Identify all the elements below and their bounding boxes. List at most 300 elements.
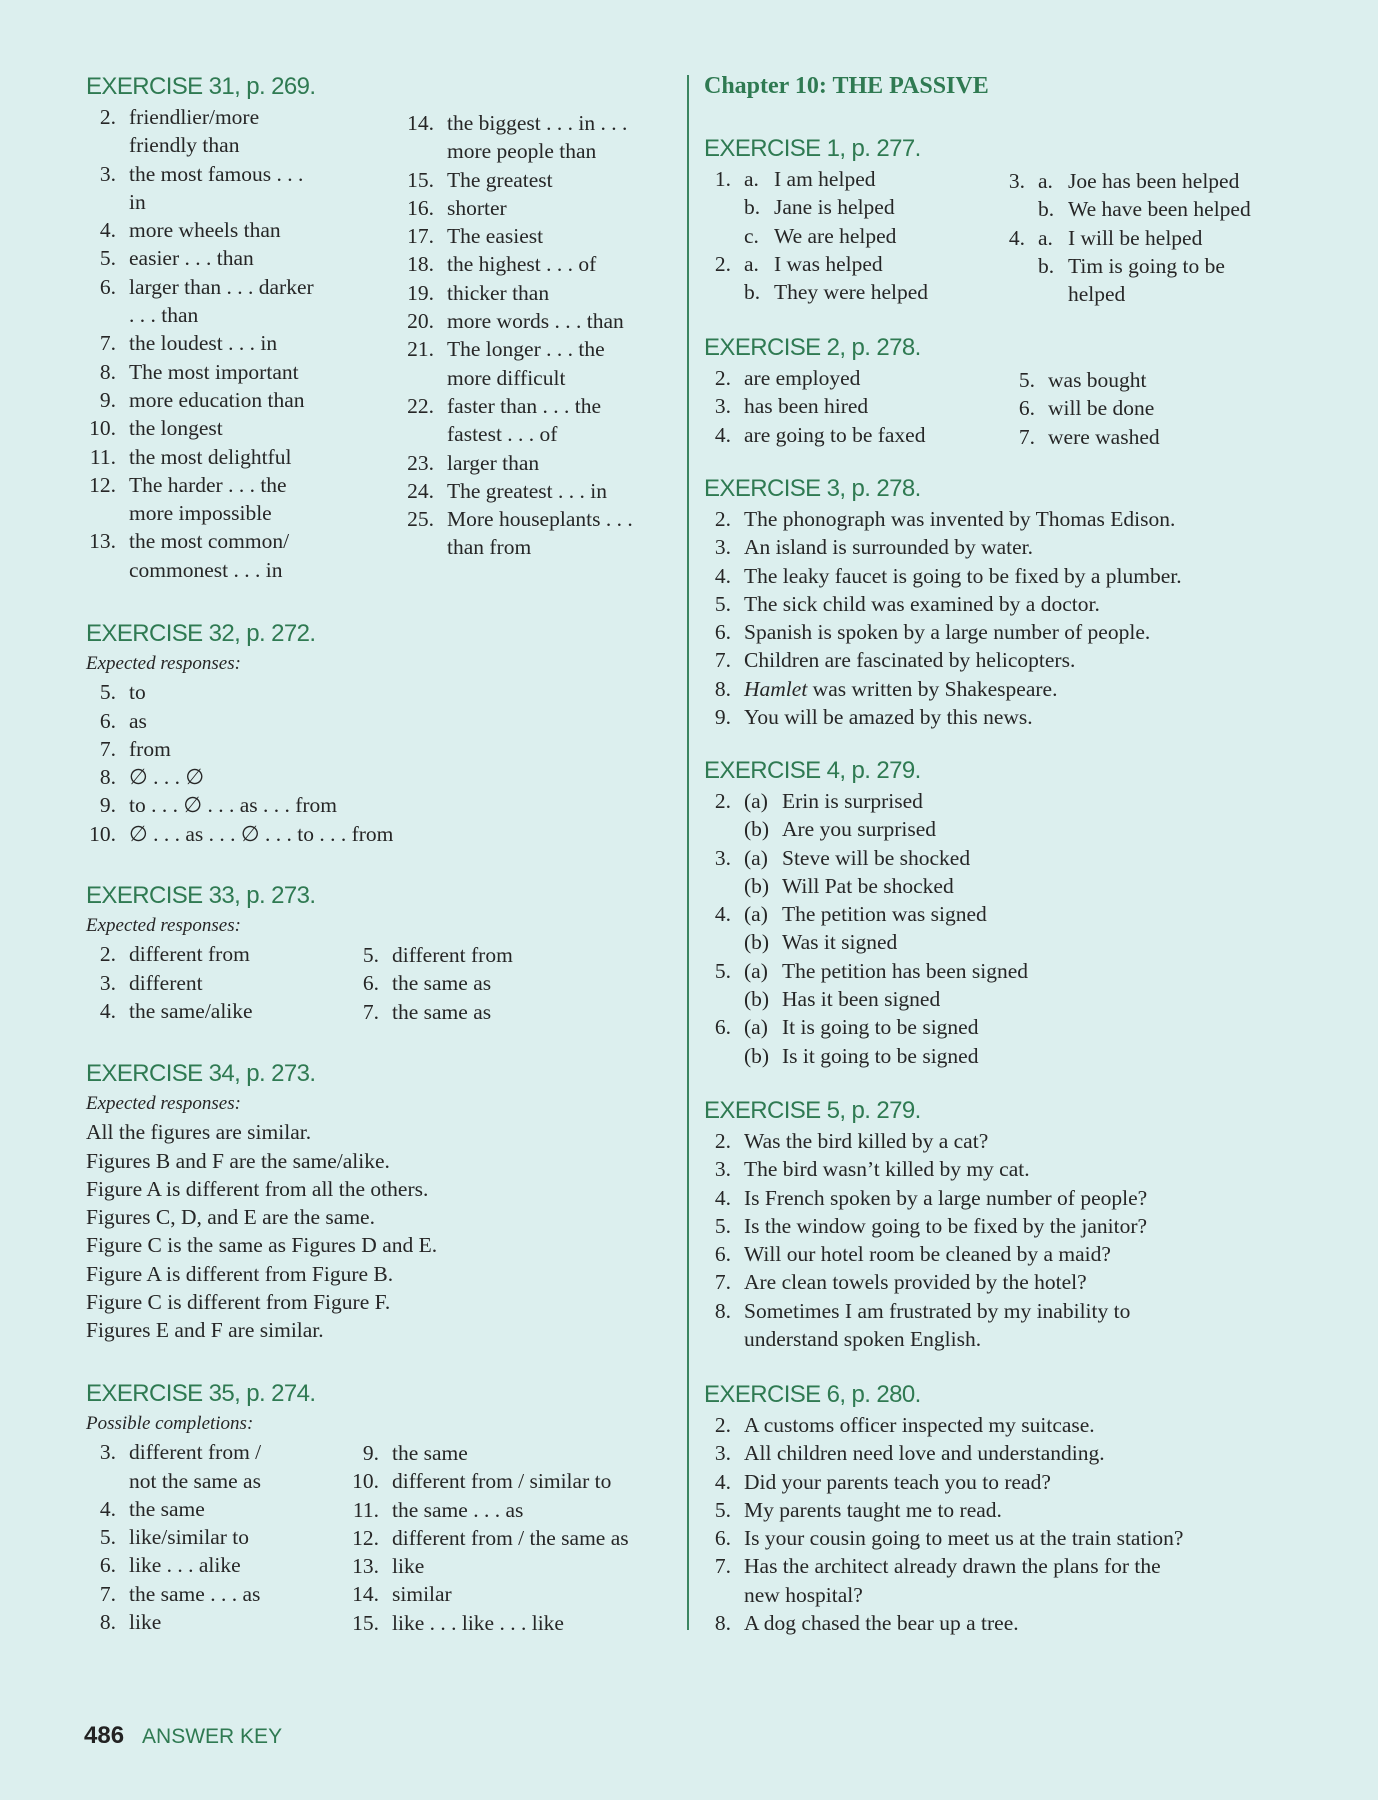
item-number: 21. xyxy=(407,337,434,362)
item-number: 3. xyxy=(99,161,116,186)
item-number: 6. xyxy=(714,1242,731,1267)
answer-line xyxy=(704,1524,1183,1552)
answer-text-part: as xyxy=(129,708,147,733)
item-number xyxy=(86,131,116,159)
answer-line xyxy=(345,1580,629,1608)
item-letter: (a) xyxy=(744,845,768,870)
answer-line xyxy=(1010,423,1160,451)
answer-text-part: ∅ . . . ∅ xyxy=(129,765,205,790)
answer-text-part: the same as xyxy=(392,971,492,996)
answer-text xyxy=(129,301,198,329)
answer-text xyxy=(129,160,303,188)
answer-line xyxy=(704,505,1182,533)
answer-text-part: will be done xyxy=(1048,396,1155,421)
answer-line xyxy=(995,252,1251,280)
answer-text xyxy=(744,1325,981,1353)
spacer xyxy=(731,1042,744,1070)
answer-line xyxy=(995,167,1251,195)
item-letter: a. xyxy=(1038,225,1053,250)
answer-sentence: Figure C is the same as Figures D and E. xyxy=(86,1233,438,1258)
spacer xyxy=(116,527,129,555)
spacer xyxy=(116,997,129,1025)
spacer xyxy=(434,307,447,335)
spacer xyxy=(116,244,129,272)
item-number: 4. xyxy=(714,422,731,447)
exercise-31 xyxy=(86,70,315,584)
answer-text xyxy=(744,505,1175,533)
answer-text-part: The phonograph was invented by Thomas Edison. xyxy=(744,507,1176,531)
answer-text-part: was bought xyxy=(1048,368,1147,392)
item-number: 3. xyxy=(714,1157,731,1182)
answer-line xyxy=(704,1609,1183,1637)
spacer xyxy=(731,1013,744,1041)
answer-text-part: The most important xyxy=(129,359,299,384)
answer-text xyxy=(129,443,291,471)
answer-text xyxy=(1068,252,1225,280)
answer-text-part: Tim is going to be xyxy=(1068,253,1225,278)
spacer xyxy=(731,1325,744,1353)
item-number: 4. xyxy=(1008,225,1025,250)
answer-text xyxy=(129,471,287,499)
answer-line xyxy=(704,1013,1028,1041)
exercise-heading: EXERCISE 3, p. 278. xyxy=(704,475,921,502)
answer-text-part: Will Pat be shocked xyxy=(782,873,954,898)
spacer xyxy=(116,131,129,159)
item-number: 20. xyxy=(407,309,434,334)
item-number: 3. xyxy=(99,1440,116,1465)
answer-text xyxy=(782,872,954,900)
answer-text-part: Is French spoken by a large number of people? xyxy=(744,1185,1148,1210)
exercise-2-col2 xyxy=(1010,366,1160,451)
item-number: 11. xyxy=(89,444,116,469)
answer-text xyxy=(744,1268,1087,1296)
answer-line xyxy=(400,279,633,307)
answer-text xyxy=(744,1609,1019,1637)
exercise-34 xyxy=(86,1057,437,1345)
item-number: 6. xyxy=(714,1526,731,1551)
answer-text-part: The harder . . . the xyxy=(129,472,287,497)
item-number: 12. xyxy=(352,1525,379,1550)
answer-line xyxy=(86,273,315,301)
answer-line xyxy=(704,900,1028,928)
spacer xyxy=(731,193,744,221)
answer-line xyxy=(704,646,1182,674)
item-number: 5. xyxy=(714,958,731,983)
answer-text-part: are employed xyxy=(744,366,861,390)
spacer xyxy=(379,1467,392,1495)
answer-list xyxy=(350,941,513,1026)
exercise-heading: EXERCISE 5, p. 279. xyxy=(704,1097,921,1124)
answer-list xyxy=(86,940,315,1025)
exercise-31-col2 xyxy=(400,109,633,562)
answer-line xyxy=(704,1325,1147,1353)
item-number xyxy=(704,928,731,956)
item-number: 13. xyxy=(352,1554,379,1579)
spacer xyxy=(731,985,744,1013)
item-number xyxy=(400,533,434,561)
answer-text xyxy=(782,900,987,928)
answer-text xyxy=(1048,423,1160,451)
spacer xyxy=(434,222,447,250)
answer-line xyxy=(1010,394,1160,422)
spacer xyxy=(731,646,744,674)
item-number xyxy=(704,193,731,221)
item-number: 5. xyxy=(714,591,731,616)
answer-text-part: More houseplants . . . xyxy=(447,507,633,532)
answer-text-part: The bird wasn’t killed by my cat. xyxy=(744,1157,1030,1182)
answer-text xyxy=(447,166,553,194)
spacer xyxy=(731,421,744,449)
answer-text-part: the loudest . . . in xyxy=(129,331,278,356)
item-letter: a. xyxy=(744,167,759,191)
spacer xyxy=(379,998,392,1026)
answer-text xyxy=(447,222,543,250)
answer-text-part: A dog chased the bear up a tree. xyxy=(744,1611,1019,1636)
answer-text-part: the same . . . as xyxy=(392,1497,524,1522)
spacer xyxy=(731,590,744,618)
answer-line xyxy=(86,103,315,131)
spacer xyxy=(379,941,392,969)
item-number: 5. xyxy=(362,943,379,967)
item-number: 6. xyxy=(99,708,116,733)
answer-text xyxy=(744,421,925,449)
spacer xyxy=(731,844,744,872)
spacer xyxy=(116,414,129,442)
answer-text-part: Is your cousin going to meet us at the train station? xyxy=(744,1526,1184,1551)
answer-list xyxy=(704,1411,1183,1637)
answer-line xyxy=(350,969,513,997)
answer-sentence: Figure C is different from Figure F. xyxy=(86,1290,391,1315)
answer-text xyxy=(129,386,305,414)
answer-text-part: the most delightful xyxy=(129,444,292,469)
chapter-heading-block xyxy=(704,70,989,103)
spacer xyxy=(731,1468,744,1496)
answer-line xyxy=(704,957,1028,985)
answer-line xyxy=(704,1411,1183,1439)
answer-text-part: The sick child was examined by a doctor. xyxy=(744,591,1100,616)
answer-line xyxy=(704,193,928,221)
spacer xyxy=(116,1438,129,1466)
answer-text xyxy=(392,1609,564,1637)
answer-text xyxy=(129,499,272,527)
spacer xyxy=(731,165,744,193)
item-number xyxy=(86,188,116,216)
item-number: 2. xyxy=(714,1413,731,1437)
answer-text-part: I will be helped xyxy=(1068,225,1203,250)
answer-text xyxy=(129,678,146,706)
answer-text-part: like . . . like . . . like xyxy=(392,1610,564,1635)
answer-line xyxy=(86,735,393,763)
answer-text xyxy=(782,787,923,815)
spacer xyxy=(116,188,129,216)
item-number: 10. xyxy=(89,821,116,846)
spacer xyxy=(731,222,744,250)
footer-label: ANSWER KEY xyxy=(142,1725,283,1748)
answer-line xyxy=(704,1155,1147,1183)
answer-line xyxy=(400,477,633,505)
spacer xyxy=(434,533,447,561)
item-number: 11. xyxy=(352,1497,379,1522)
exercise-subtitle: Expected responses: xyxy=(86,1093,241,1114)
item-number: 5. xyxy=(99,246,116,271)
spacer xyxy=(1035,366,1048,394)
answer-text-part: commonest . . . in xyxy=(129,557,283,582)
answer-text-part: new hospital? xyxy=(744,1582,863,1607)
item-number: 8. xyxy=(99,1610,116,1635)
item-number xyxy=(995,280,1025,308)
item-number xyxy=(86,301,116,329)
item-number: 7. xyxy=(99,331,116,356)
spacer xyxy=(116,216,129,244)
exercise-2 xyxy=(704,331,925,449)
answer-text-part: You will be amazed by this news. xyxy=(744,705,1033,730)
answer-text xyxy=(744,1127,988,1155)
item-number: 9. xyxy=(714,705,731,730)
answer-text-part: Has the architect already drawn the plans for the xyxy=(744,1554,1161,1579)
answer-line xyxy=(400,250,633,278)
item-number: 7. xyxy=(714,1270,731,1295)
spacer xyxy=(116,301,129,329)
item-number: 19. xyxy=(407,280,434,305)
item-number: 9. xyxy=(362,1441,379,1465)
answer-line xyxy=(704,165,928,193)
answer-line xyxy=(86,216,315,244)
answer-text xyxy=(392,1439,468,1467)
spacer xyxy=(434,364,447,392)
answer-line xyxy=(704,364,925,392)
answer-line xyxy=(400,222,633,250)
answer-line xyxy=(86,188,315,216)
item-number: 5. xyxy=(714,1497,731,1522)
spacer xyxy=(434,194,447,222)
answer-line xyxy=(400,392,633,420)
answer-text xyxy=(129,527,289,555)
answer-line xyxy=(704,1212,1147,1240)
spacer xyxy=(434,392,447,420)
item-number: 8. xyxy=(99,359,116,384)
answer-text xyxy=(129,969,203,997)
spacer xyxy=(731,364,744,392)
answer-text-part: the longest xyxy=(129,416,223,441)
answer-text xyxy=(129,103,259,131)
answer-line xyxy=(400,307,633,335)
spacer xyxy=(116,160,129,188)
spacer xyxy=(379,1496,392,1524)
item-letter: (a) xyxy=(744,902,768,927)
answer-text xyxy=(774,222,896,250)
answer-line xyxy=(350,998,513,1026)
exercise-heading: EXERCISE 32, p. 272. xyxy=(86,620,316,647)
answer-line xyxy=(400,533,633,561)
answer-text xyxy=(744,1411,1095,1439)
spacer xyxy=(116,791,129,819)
spacer xyxy=(434,335,447,363)
answer-text xyxy=(744,1524,1183,1552)
answer-text xyxy=(129,358,299,386)
answer-text xyxy=(447,335,605,363)
item-number: 2. xyxy=(714,507,731,531)
spacer xyxy=(434,166,447,194)
answer-text-part: like/similar to xyxy=(129,1525,250,1550)
spacer xyxy=(379,969,392,997)
answer-text xyxy=(129,791,337,819)
answer-line xyxy=(86,678,393,706)
answer-text-part: more words . . . than xyxy=(447,309,624,334)
spacer xyxy=(116,1580,129,1608)
answer-line xyxy=(704,844,1028,872)
answer-line xyxy=(704,392,925,420)
answer-text xyxy=(774,278,928,306)
answer-text-part: Erin is surprised xyxy=(782,789,923,813)
item-number: 6. xyxy=(1018,396,1035,421)
answer-text xyxy=(744,1496,1002,1524)
answer-text-part: understand spoken English. xyxy=(744,1327,982,1352)
item-number: 10. xyxy=(352,1469,379,1494)
spacer xyxy=(116,443,129,471)
answer-line xyxy=(704,1127,1147,1155)
answer-line xyxy=(704,985,1028,1013)
item-number: 9. xyxy=(99,793,116,818)
answer-text-part: larger than xyxy=(447,450,540,475)
spacer xyxy=(731,505,744,533)
answer-text xyxy=(447,109,627,137)
item-number: 8. xyxy=(714,1298,731,1323)
answer-text xyxy=(129,273,314,301)
spacer xyxy=(731,1240,744,1268)
answer-text xyxy=(744,533,1033,561)
answer-text xyxy=(447,420,557,448)
item-number: 12. xyxy=(89,472,116,497)
answer-text xyxy=(447,392,601,420)
exercise-heading: EXERCISE 34, p. 273. xyxy=(86,1060,316,1087)
answer-line xyxy=(400,335,633,363)
answer-list xyxy=(704,364,925,449)
item-number: 25. xyxy=(407,507,434,532)
answer-line xyxy=(704,787,1028,815)
answer-text-part: It is going to be signed xyxy=(782,1015,979,1040)
exercise-subtitle: Expected responses: xyxy=(86,915,241,936)
answer-text-part: are going to be faxed xyxy=(744,422,926,447)
item-letter: (b) xyxy=(744,987,770,1012)
answer-text-part: Spanish is spoken by a large number of people. xyxy=(744,620,1151,645)
answer-text-part: The greatest xyxy=(447,167,553,192)
answer-line xyxy=(704,278,928,306)
answer-line xyxy=(1010,366,1160,394)
answer-list xyxy=(995,167,1251,308)
answer-line xyxy=(86,1580,315,1608)
answer-line xyxy=(704,1496,1183,1524)
answer-text xyxy=(392,1552,424,1580)
exercise-33 xyxy=(86,879,315,1025)
answer-line xyxy=(995,280,1251,308)
item-number: 4. xyxy=(714,902,731,927)
spacer xyxy=(116,1608,129,1636)
answer-text-part: Sometimes I am frustrated by my inability to xyxy=(744,1298,1131,1323)
answer-text xyxy=(129,707,147,735)
item-number: 6. xyxy=(99,1553,116,1578)
answer-text xyxy=(774,193,895,221)
answer-list xyxy=(704,165,928,306)
answer-line xyxy=(86,131,315,159)
answer-text xyxy=(744,1184,1147,1212)
answer-line xyxy=(704,1268,1147,1296)
answer-sentence: All the figures are similar. xyxy=(86,1120,312,1145)
answer-line xyxy=(86,940,315,968)
answer-text-part: the most common/ xyxy=(129,529,290,554)
answer-text-part: The longer . . . the xyxy=(447,337,605,362)
spacer xyxy=(379,1580,392,1608)
item-number: 8. xyxy=(714,1611,731,1636)
answer-line xyxy=(345,1524,629,1552)
answer-line xyxy=(704,562,1182,590)
answer-line xyxy=(704,1240,1147,1268)
spacer xyxy=(731,675,744,703)
spacer xyxy=(1035,423,1048,451)
item-letter: (b) xyxy=(744,930,770,955)
answer-text-part: The petition was signed xyxy=(782,902,987,927)
spacer xyxy=(731,533,744,561)
item-number: 5. xyxy=(99,1525,116,1550)
answer-text xyxy=(129,763,204,791)
answer-line xyxy=(704,1439,1183,1467)
item-number xyxy=(704,1581,731,1609)
answer-line xyxy=(86,707,393,735)
answer-line xyxy=(704,421,925,449)
spacer xyxy=(116,358,129,386)
exercise-heading: EXERCISE 2, p. 278. xyxy=(704,334,921,361)
column-divider xyxy=(687,75,689,1630)
answer-text xyxy=(447,307,624,335)
answer-text-part: like xyxy=(129,1610,162,1635)
item-letter: (b) xyxy=(744,817,770,842)
item-number: 4. xyxy=(714,1185,731,1210)
answer-text xyxy=(744,1552,1161,1580)
spacer xyxy=(116,386,129,414)
answer-text xyxy=(782,1042,978,1070)
exercise-32 xyxy=(86,617,393,848)
answer-line xyxy=(400,449,633,477)
spacer xyxy=(434,477,447,505)
spacer xyxy=(731,703,744,731)
spacer xyxy=(116,678,129,706)
spacer xyxy=(434,449,447,477)
item-number: 7. xyxy=(714,1554,731,1579)
answer-line xyxy=(86,160,315,188)
answer-text xyxy=(744,392,868,420)
answer-list xyxy=(400,109,633,562)
answer-line xyxy=(86,1608,315,1636)
answer-line xyxy=(704,618,1182,646)
item-number: 3. xyxy=(714,845,731,870)
answer-text-part: different from / similar to xyxy=(392,1469,612,1494)
spacer xyxy=(116,1551,129,1579)
item-number: 1. xyxy=(714,167,731,191)
answer-text-part: Jane is helped xyxy=(774,195,895,220)
item-number: 14. xyxy=(407,111,434,135)
answer-text-part: more impossible xyxy=(129,501,272,526)
answer-text-part: thicker than xyxy=(447,280,550,305)
spacer xyxy=(434,250,447,278)
answer-line xyxy=(86,556,315,584)
answer-text xyxy=(744,1155,1030,1183)
item-number: 6. xyxy=(99,274,116,299)
answer-text xyxy=(782,928,897,956)
answer-list xyxy=(1010,366,1160,451)
answer-line xyxy=(86,1438,315,1466)
answer-text xyxy=(782,985,940,1013)
item-letter: (a) xyxy=(744,958,768,983)
answer-line xyxy=(400,166,633,194)
